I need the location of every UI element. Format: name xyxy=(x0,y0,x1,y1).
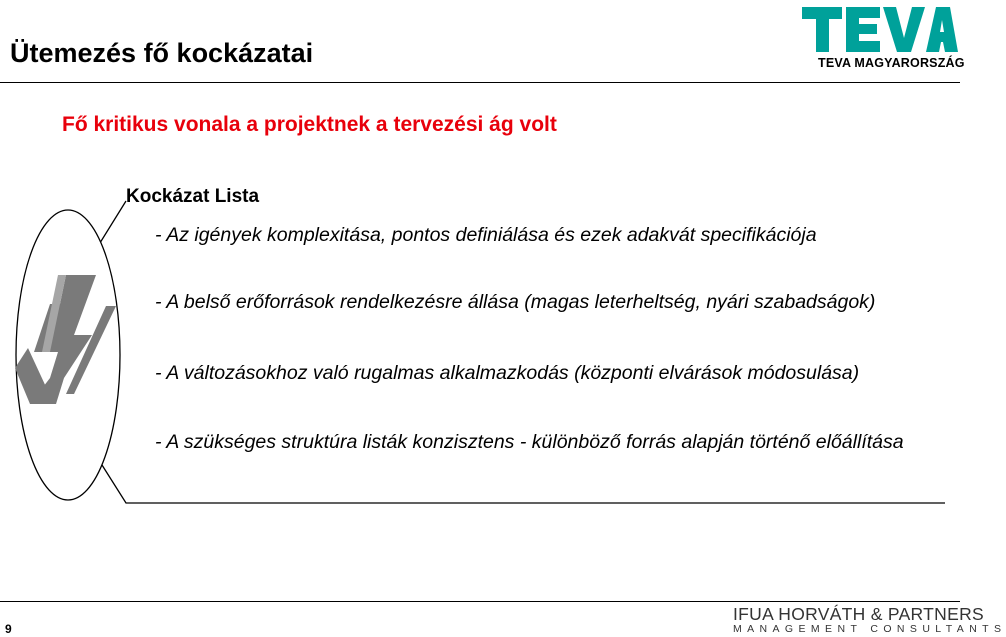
risk-list-heading: Kockázat Lista xyxy=(126,186,260,207)
consultant-logo-tagline: MANAGEMENT CONSULTANTS xyxy=(733,623,1006,635)
page-number: 9 xyxy=(5,622,12,636)
consultant-logo-name: IFUA HORVÁTH & PARTNERS xyxy=(733,604,984,624)
risk-item: - Az igények komplexitása, pontos definiálása és ezek adakvát specifikációja xyxy=(155,224,817,246)
teva-caption: TEVA MAGYARORSZÁG xyxy=(818,56,965,70)
risk-item: - A változásokhoz való rugalmas alkalmazkodás (központi elvárások módosulása) xyxy=(155,362,860,384)
risk-item: - A belső erőforrások rendelkezésre állása (magas leterheltség, nyári szabadságok) xyxy=(155,291,876,313)
footer-divider xyxy=(0,601,960,602)
risk-item: - A szükséges struktúra listák konzisztens - különböző forrás alapján történő előállítása xyxy=(155,431,904,453)
page-title: Ütemezés fő kockázatai xyxy=(10,38,314,68)
subtitle: Fő kritikus vonala a projektnek a tervezési ág volt xyxy=(62,113,557,136)
